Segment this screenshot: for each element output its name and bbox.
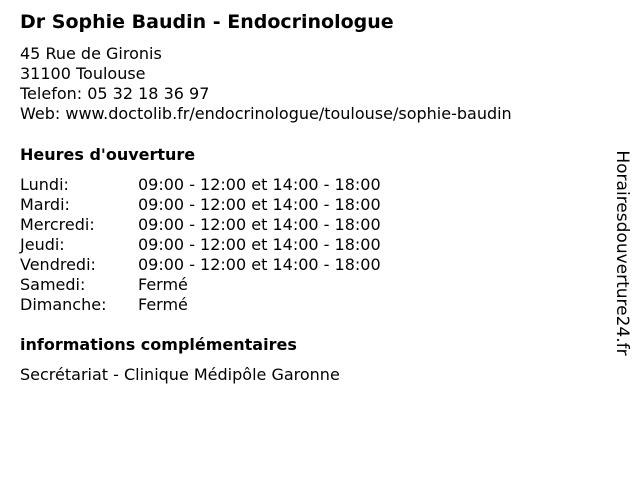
opening-hours-table	[20, 175, 440, 315]
day-hours: Fermé	[138, 275, 188, 294]
hours-row-tuesday	[20, 195, 440, 215]
hours-row-friday	[20, 255, 440, 275]
phone-number: Telefon: 05 32 18 36 97	[20, 84, 210, 103]
day-hours: 09:00 - 12:00 et 14:00 - 18:00	[138, 235, 381, 254]
opening-hours-heading: Heures d'ouverture	[20, 145, 196, 164]
additional-info-text: Secrétariat - Clinique Médipôle Garonne	[20, 365, 340, 384]
day-label: Jeudi:	[20, 235, 65, 254]
additional-info-heading: informations complémentaires	[20, 335, 297, 354]
day-hours: 09:00 - 12:00 et 14:00 - 18:00	[138, 195, 381, 214]
hours-row-monday	[20, 175, 440, 195]
day-label: Mardi:	[20, 195, 70, 214]
street-address: 45 Rue de Gironis	[20, 44, 162, 63]
hours-row-wednesday	[20, 215, 440, 235]
day-label: Lundi:	[20, 175, 69, 194]
hours-row-saturday	[20, 275, 440, 295]
day-hours: Fermé	[138, 295, 188, 314]
day-hours: 09:00 - 12:00 et 14:00 - 18:00	[138, 215, 381, 234]
address-block	[20, 44, 512, 124]
day-hours: 09:00 - 12:00 et 14:00 - 18:00	[138, 255, 381, 274]
day-label: Mercredi:	[20, 215, 95, 234]
day-label: Dimanche:	[20, 295, 107, 314]
day-hours: 09:00 - 12:00 et 14:00 - 18:00	[138, 175, 381, 194]
hours-row-thursday	[20, 235, 440, 255]
day-label: Samedi:	[20, 275, 86, 294]
website-link: Web: www.doctolib.fr/endocrinologue/toulouse/sophie-baudin	[20, 104, 512, 123]
hours-row-sunday	[20, 295, 440, 315]
city-postal: 31100 Toulouse	[20, 64, 146, 83]
page-title: Dr Sophie Baudin - Endocrinologue	[20, 11, 394, 33]
day-label: Vendredi:	[20, 255, 96, 274]
site-watermark: Horairesdouverture24.fr	[612, 150, 632, 356]
